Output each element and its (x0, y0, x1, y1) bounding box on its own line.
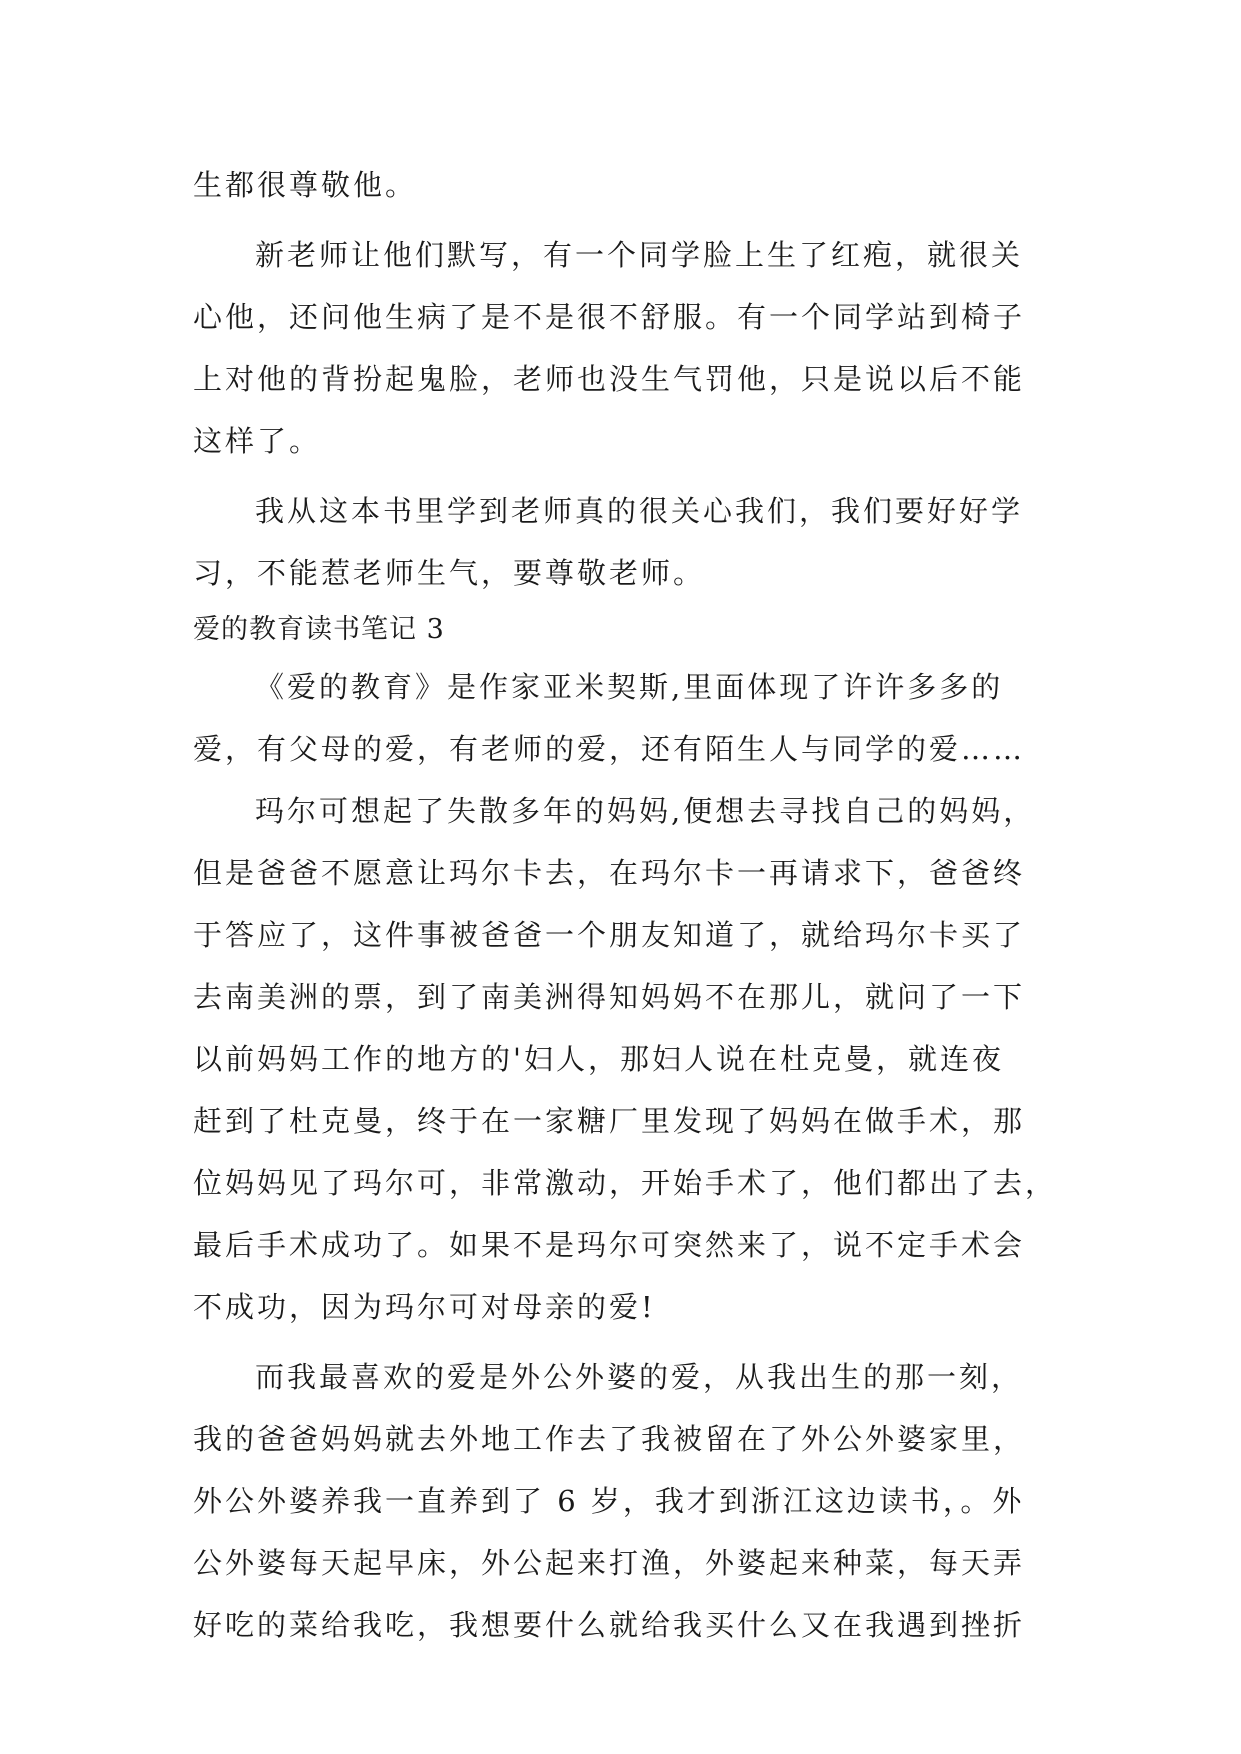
text-line: 这样了。 (193, 424, 322, 458)
text-line: 赶到了杜克曼，终于在一家糖厂里发现了妈妈在做手术，那 (193, 1104, 1026, 1138)
text-line: 好吃的菜给我吃，我想要什么就给我买什么又在我遇到挫折 (193, 1608, 1026, 1642)
text-line: 去南美洲的票，到了南美洲得知妈妈不在那儿，就问了一下 (193, 980, 1026, 1014)
text-line: 上对他的背扮起鬼脸，老师也没生气罚他，只是说以后不能 (193, 362, 1026, 396)
text-line: 玛尔可想起了失散多年的妈妈,便想去寻找自己的妈妈， (255, 794, 1036, 828)
text-line: 我从这本书里学到老师真的很关心我们，我们要好好学 (255, 494, 1024, 528)
text-line: 最后手术成功了。如果不是玛尔可突然来了，说不定手术会 (193, 1228, 1026, 1262)
section-heading: 爱的教育读书笔记 3 (193, 614, 445, 645)
text-line: 于答应了，这件事被爸爸一个朋友知道了，就给玛尔卡买了 (193, 918, 1026, 952)
text-line: 外公外婆养我一直养到了 6 岁，我才到浙江这边读书，。外 (193, 1484, 1025, 1518)
text-line: 以前妈妈工作的地方的'妇人，那妇人说在杜克曼，就连夜 (193, 1042, 1004, 1076)
text-line: 心他，还问他生病了是不是很不舒服。有一个同学站到椅子 (193, 300, 1026, 334)
text-line: 我的爸爸妈妈就去外地工作去了我被留在了外公外婆家里， (193, 1422, 1026, 1456)
text-line: 爱，有父母的爱，有老师的爱，还有陌生人与同学的爱…… (193, 732, 1026, 766)
text-line: 不成功，因为玛尔可对母亲的爱! (193, 1290, 656, 1324)
text-line: 但是爸爸不愿意让玛尔卡去，在玛尔卡一再请求下，爸爸终 (193, 856, 1026, 890)
text-line: 位妈妈见了玛尔可，非常激动，开始手术了，他们都出了去， (193, 1166, 1058, 1200)
text-line: 生都很尊敬他。 (193, 168, 418, 202)
document-body (193, 154, 1058, 1656)
text-line: 新老师让他们默写，有一个同学脸上生了红疱，就很关 (255, 238, 1024, 272)
text-line: 《爱的教育》是作家亚米契斯,里面体现了许许多多的 (255, 670, 1004, 704)
text-line: 公外婆每天起早床，外公起来打渔，外婆起来种菜，每天弄 (193, 1546, 1026, 1580)
text-line: 习，不能惹老师生气，要尊敬老师。 (193, 556, 706, 590)
text-line: 而我最喜欢的爱是外公外婆的爱，从我出生的那一刻， (255, 1360, 1024, 1394)
